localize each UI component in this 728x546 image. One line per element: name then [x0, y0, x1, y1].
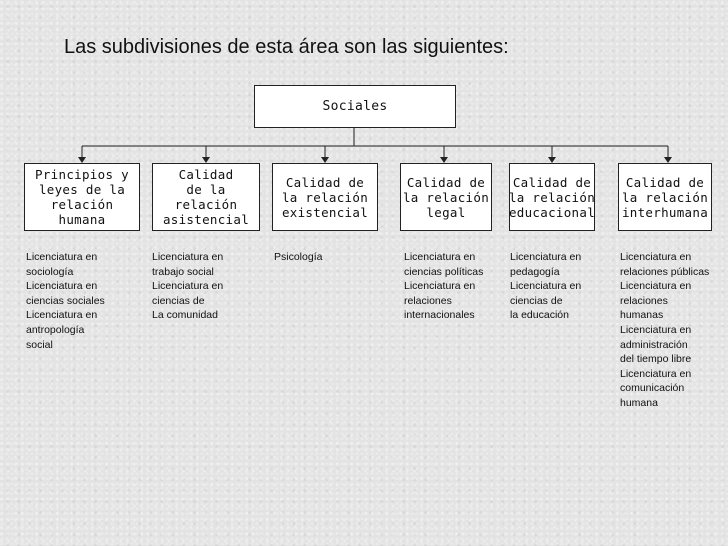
node-interhumana: Calidad de la relación interhumana [618, 163, 712, 231]
node-legal: Calidad de la relación legal [400, 163, 492, 231]
careers-principios: Licenciatura en sociología Licenciatura en ciencias sociales Licenciatura en antropología social [26, 251, 105, 351]
node-existencial: Calidad de la relación existencial [272, 163, 378, 231]
careers-legal: Licenciatura en ciencias políticas Licenciatura en relaciones internacionales [404, 251, 484, 322]
careers-educacional: Licenciatura en pedagogía Licenciatura en ciencias de la educación [510, 251, 582, 322]
careers-existencial: Psicología [274, 251, 323, 263]
careers-asistencial: Licenciatura en trabajo social Licenciatura en ciencias de La comunidad [152, 251, 224, 322]
node-asistencial: Calidad de la relación asistencial [152, 163, 260, 231]
node-educacional: Calidad de la relación educacional [509, 163, 595, 231]
careers-interhumana: Licenciatura en relaciones públicas Licenciatura en relaciones humanas Licenciatura en administración del tiempo libre Licenciatura en comunicación humana [620, 251, 710, 409]
node-principios: Principios y leyes de la relación humana [24, 163, 140, 231]
root-node-sociales: Sociales [254, 85, 456, 128]
page-title: Las subdivisiones de esta área son las siguientes: [64, 36, 509, 58]
